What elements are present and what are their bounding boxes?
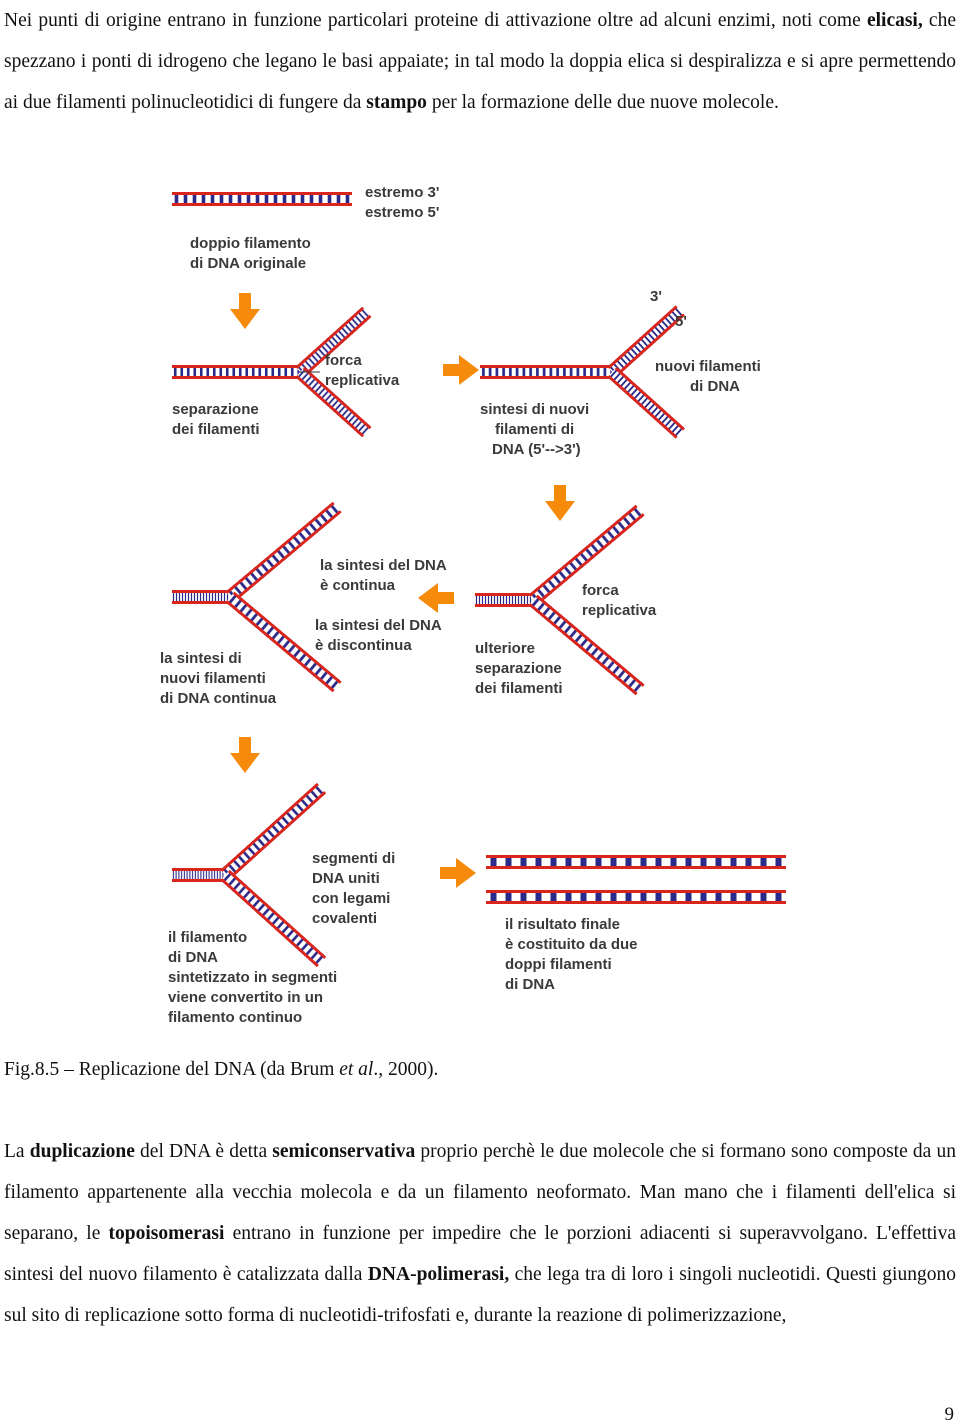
label-sintesi-discontinua: la sintesi del DNA bbox=[315, 617, 442, 634]
daughter-dna-molecules bbox=[486, 855, 786, 904]
term-elicasi: elicasi, bbox=[866, 10, 923, 31]
page-number: 9 bbox=[944, 1404, 954, 1425]
label-costituito: è costituito da due bbox=[505, 936, 638, 953]
label-dei-filamenti-2: dei filamenti bbox=[475, 680, 563, 697]
label-il-filamento: il filamento bbox=[168, 929, 248, 946]
label-sintesi-continua: la sintesi del DNA bbox=[320, 557, 447, 574]
label-replicativa: replicativa bbox=[325, 372, 400, 389]
label-estremo-3: estremo 3' bbox=[365, 184, 440, 201]
label-dna-direction: DNA (5'-->3') bbox=[492, 441, 581, 458]
label-e-discontinua: è discontinua bbox=[315, 637, 412, 654]
label-sintetizzato: sintetizzato in segmenti bbox=[168, 969, 338, 986]
original-dna-double-strand bbox=[172, 192, 352, 206]
term-dna-polimerasi: DNA-polimerasi, bbox=[367, 1264, 510, 1285]
dna-replication-figure bbox=[150, 165, 802, 1042]
label-dna-uniti: DNA uniti bbox=[312, 870, 380, 887]
body-paragraph: La duplicazione del DNA è detta semiconservativa proprio perchè le due molecole che si formano sono composte da un filamento appartenente alla vecchia molecola e da un filamento neoformato. Man mano che i filamenti dell'elica si separano, le topoisomerasi entrano in funzione per impedire che le porzioni adiacenti si superavvolgano. L'effettiva sintesi del nuovo filamento è catalizzata dalla DNA-polimerasi, che lega tra di loro i singoli nucleotidi. Questi giungono sul sito di replicazione sotto forma di nucleotidi-trifosfati e, durante la reazione di polimerizzazione, bbox=[4, 1141, 957, 1326]
label-end-3: 3' bbox=[650, 288, 662, 305]
label-doppi-filamenti: doppi filamenti bbox=[505, 956, 612, 973]
label-ulteriore: ulteriore bbox=[475, 640, 536, 657]
arrow-right-icon bbox=[443, 355, 479, 385]
label-di-dna-3: di DNA bbox=[505, 976, 555, 993]
label-dna-originale: di DNA originale bbox=[190, 255, 307, 272]
label-forca: forca bbox=[325, 352, 362, 369]
label-di-dna-2: di DNA bbox=[168, 949, 218, 966]
label-filamenti-di: filamenti di bbox=[495, 421, 575, 438]
label-dei-filamenti: dei filamenti bbox=[172, 421, 260, 438]
arrow-down-icon bbox=[545, 485, 575, 521]
label-separazione-2: separazione bbox=[475, 660, 562, 677]
label-doppio-filamento: doppio filamento bbox=[190, 235, 311, 252]
term-stampo: stampo bbox=[366, 92, 427, 113]
label-con-legami: con legami bbox=[312, 890, 391, 907]
label-separazione: separazione bbox=[172, 401, 259, 418]
label-di-dna: di DNA bbox=[690, 378, 740, 395]
term-topoisomerasi: topoisomerasi bbox=[108, 1223, 225, 1244]
label-risultato: il risultato finale bbox=[505, 916, 621, 933]
term-duplicazione: duplicazione bbox=[29, 1141, 135, 1162]
label-dna-continua: di DNA continua bbox=[160, 690, 277, 707]
label-forca-2: forca bbox=[582, 582, 619, 599]
label-covalenti: covalenti bbox=[312, 910, 378, 927]
term-semiconservativa: semiconservativa bbox=[272, 1141, 416, 1162]
label-nuovi-filamenti: nuovi filamenti bbox=[655, 358, 761, 375]
label-end-5: 5' bbox=[675, 313, 687, 330]
label-sintesi-nuovi: sintesi di nuovi bbox=[480, 401, 590, 418]
intro-paragraph: Nei punti di origine entrano in funzione particolari proteine di attivazione oltre ad alcuni enzimi, noti come elicasi, che spezzano i ponti di idrogeno che legano le basi appaiate; in tal modo la doppia elica si despiralizza e si apre permettendo ai due filamenti polinucleotidici di fungere da stampo per la formazione delle due nuove molecole. bbox=[4, 10, 956, 113]
label-la-sintesi-di: la sintesi di bbox=[160, 650, 242, 667]
label-convertito: viene convertito in un bbox=[168, 989, 324, 1006]
arrow-right-icon bbox=[440, 858, 476, 888]
label-e-continua: è continua bbox=[320, 577, 396, 594]
label-replicativa-2: replicativa bbox=[582, 602, 657, 619]
label-estremo-5: estremo 5' bbox=[365, 204, 440, 221]
label-nuovi-filamenti-2: nuovi filamenti bbox=[160, 670, 266, 687]
arrow-down-icon bbox=[230, 737, 260, 773]
label-filamento-continuo: filamento continuo bbox=[168, 1009, 303, 1026]
arrow-left-icon bbox=[418, 583, 454, 613]
label-segmenti-di: segmenti di bbox=[312, 850, 396, 867]
arrow-down-icon bbox=[230, 293, 260, 329]
figure-caption: Fig.8.5 – Replicazione del DNA (da Brum et al., 2000). bbox=[4, 1059, 439, 1080]
